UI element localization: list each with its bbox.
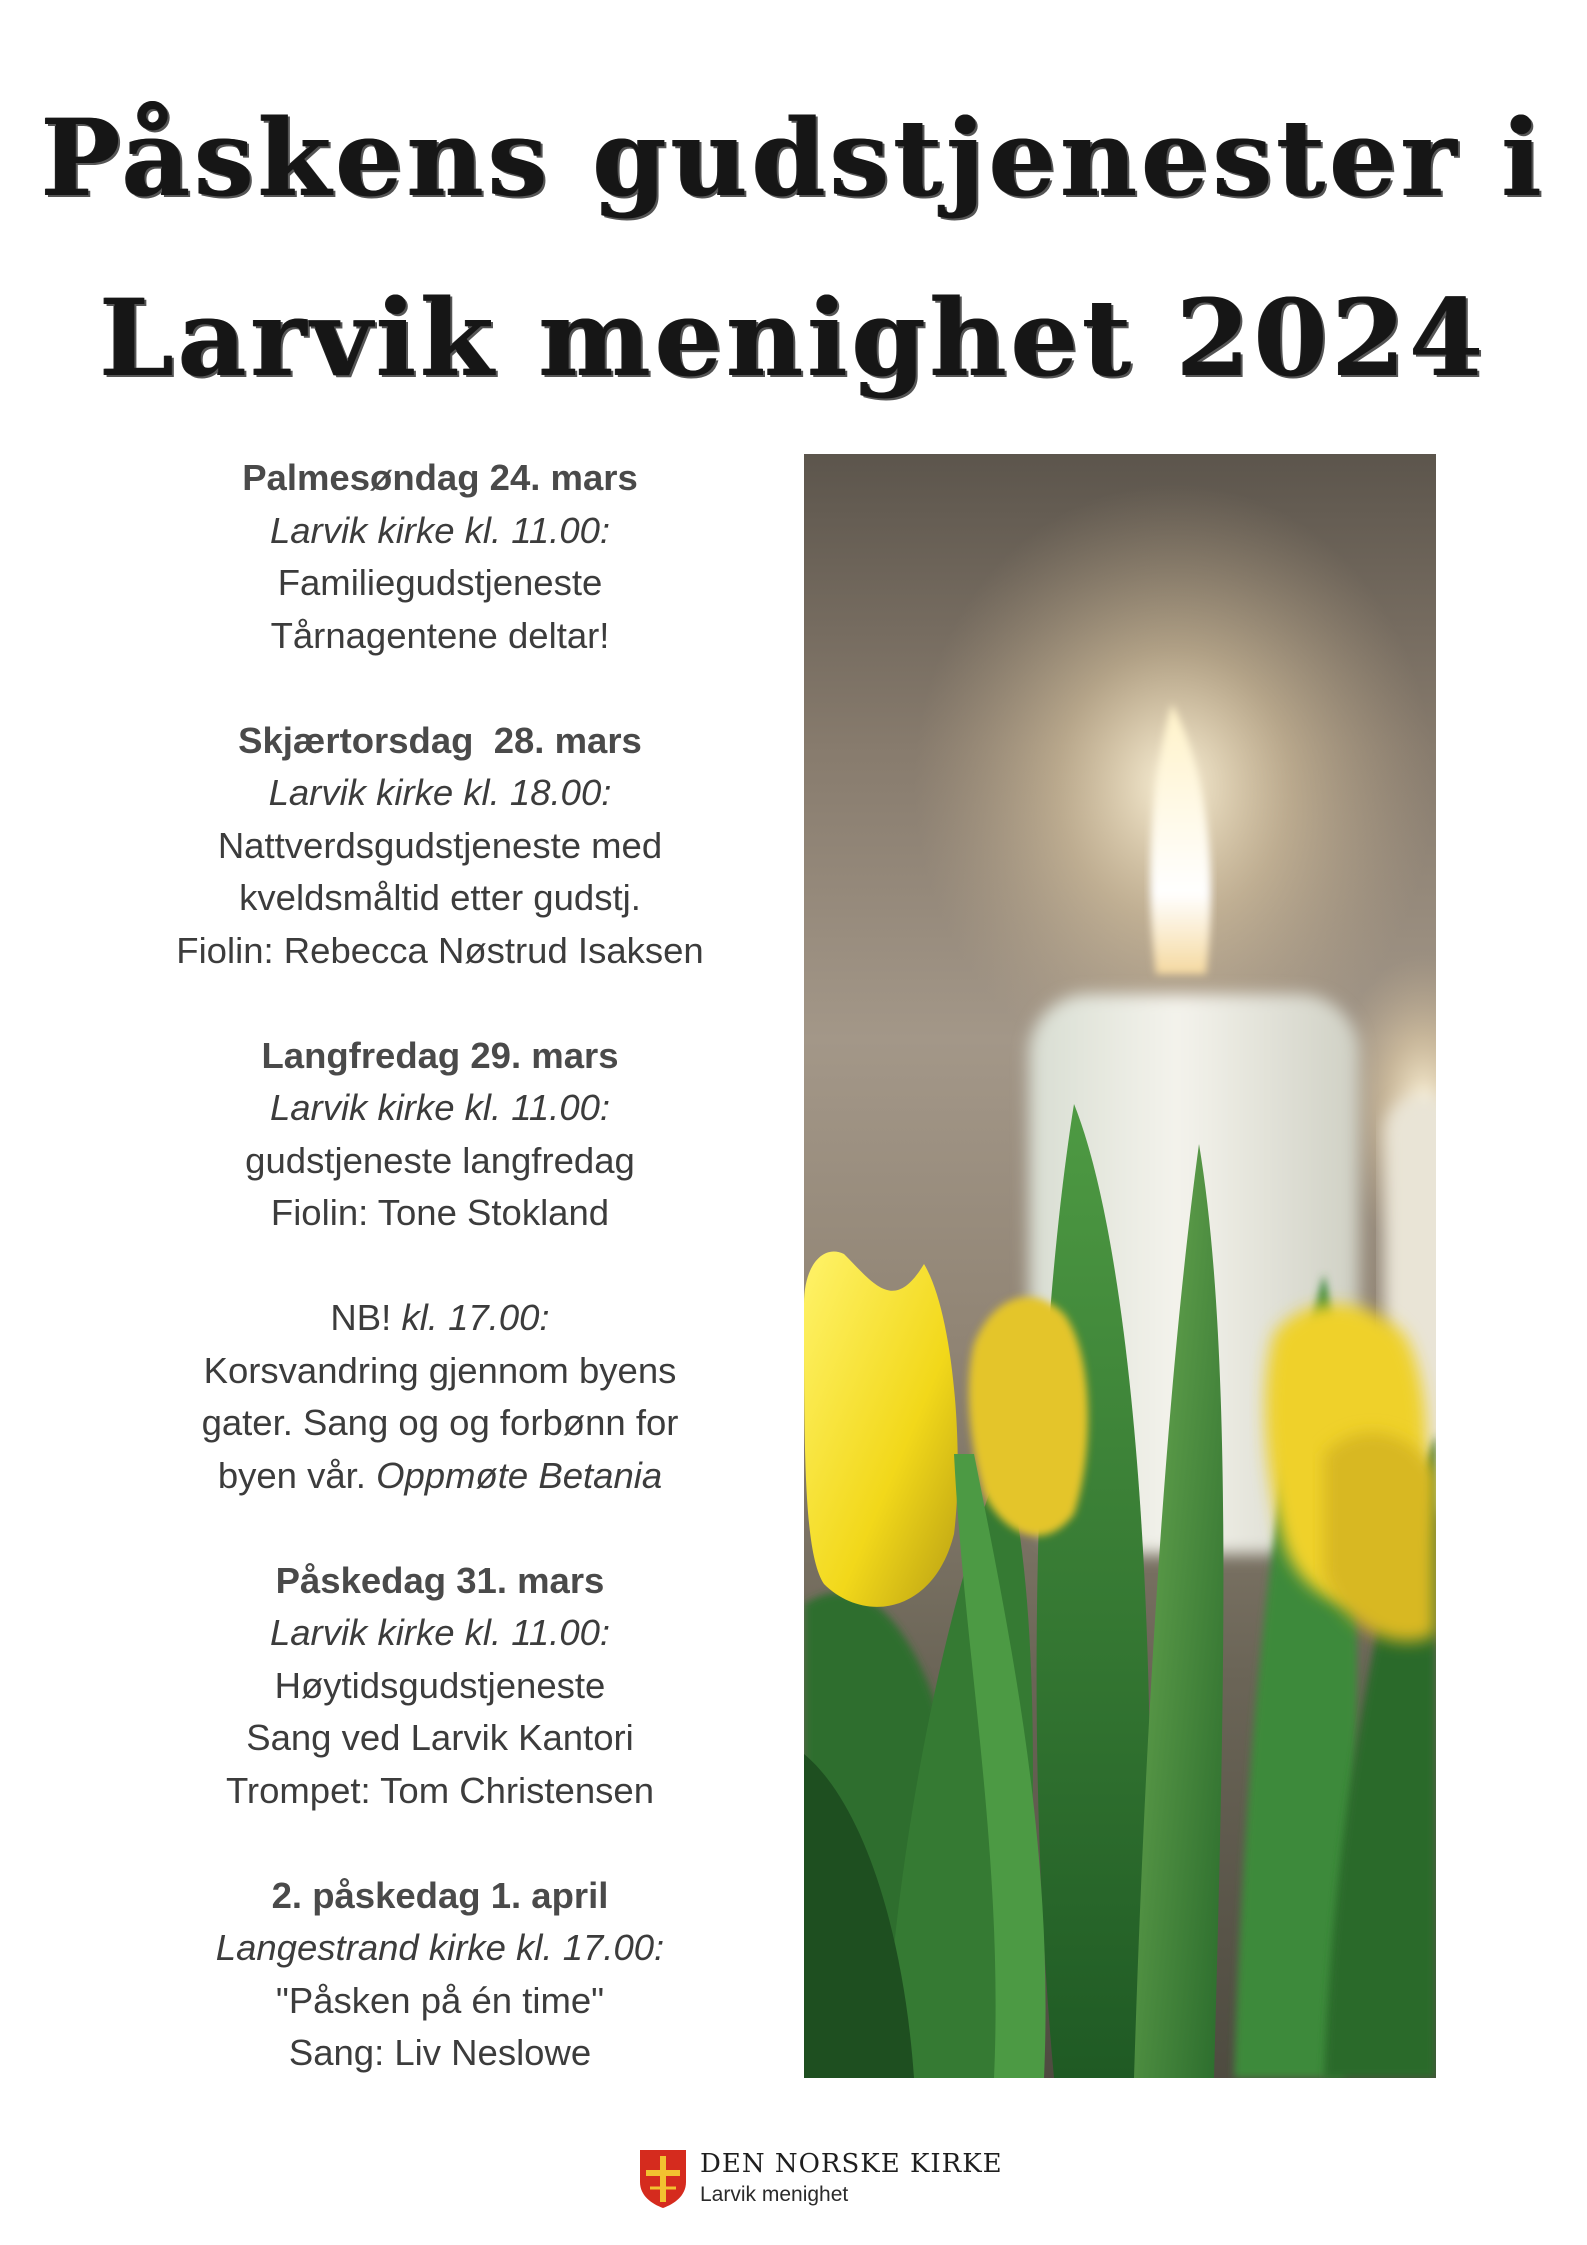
event-location: Larvik kirke kl. 11.00: <box>269 1612 611 1653</box>
church-footer <box>638 2146 1003 2212</box>
poster-title-line-2: Larvik menighet 2024 <box>99 275 1488 400</box>
event-location: Langestrand kirke kl. 17.00: <box>215 1927 665 1968</box>
poster-title-line-1: Påskens gudstjenester i <box>40 95 1547 220</box>
event-skjaertorsdag <box>120 715 760 978</box>
candle-tulip-photo <box>804 454 1436 2078</box>
event-heading: Skjærtorsdag 28. mars <box>238 719 642 761</box>
event-detail: gater. Sang og og forbønn for <box>201 1402 679 1443</box>
event-detail: gudstjeneste langfredag <box>245 1139 635 1181</box>
event-meeting-point: Oppmøte Betania <box>376 1454 663 1496</box>
parish-name: Larvik menighet <box>700 2183 849 2206</box>
event-detail: Sang: Liv Neslowe <box>288 2032 592 2073</box>
event-heading-line <box>120 1292 760 1345</box>
event-detail: Trompet: Tom Christensen <box>225 1769 655 1811</box>
event-location: Larvik kirke kl. 18.00: <box>268 772 612 813</box>
church-name: DEN NORSKE KIRKE <box>700 2149 1003 2179</box>
church-shield-icon <box>638 2148 688 2210</box>
event-paskedag <box>120 1555 760 1818</box>
event-palmesondag <box>120 452 760 662</box>
event-langfredag <box>120 1030 760 1240</box>
event-detail: Familiegudstjeneste <box>277 562 603 603</box>
candle-tulip-illustration <box>804 454 1436 2078</box>
event-detail: Sang ved Larvik Kantori <box>246 1717 634 1758</box>
event-detail: Fiolin: Tone Stokland <box>270 1192 610 1233</box>
event-detail: kveldsmåltid etter gudstj. <box>239 877 641 918</box>
event-location: Larvik kirke kl. 11.00: <box>269 509 611 551</box>
event-location: kl. 17.00: <box>401 1297 550 1338</box>
event-detail: "Påsken på én time" <box>275 1979 605 2021</box>
event-detail: Fiolin: Rebecca Nøstrud Isaksen <box>176 929 704 971</box>
event-detail: Tårnagentene deltar! <box>270 614 610 656</box>
event-heading: Langfredag 29. mars <box>261 1034 619 1076</box>
event-location: Larvik kirke kl. 11.00: <box>269 1087 611 1128</box>
event-heading: NB! <box>330 1297 392 1338</box>
event-detail: byen vår. <box>217 1454 366 1496</box>
event-heading: 2. påskedag 1. april <box>271 1874 609 1916</box>
event-detail: Korsvandring gjennom byens <box>203 1349 677 1391</box>
event-heading: Påskedag 31. mars <box>275 1559 605 1601</box>
event-2-paskedag <box>120 1870 760 2080</box>
event-detail: Høytidsgudstjeneste <box>274 1664 606 1706</box>
event-detail-last <box>120 1450 760 1503</box>
event-detail: Nattverdsgudstjeneste med <box>217 824 663 866</box>
service-schedule <box>120 452 760 2080</box>
event-korsvandring <box>120 1292 760 1502</box>
event-heading: Palmesøndag 24. mars <box>242 457 638 498</box>
